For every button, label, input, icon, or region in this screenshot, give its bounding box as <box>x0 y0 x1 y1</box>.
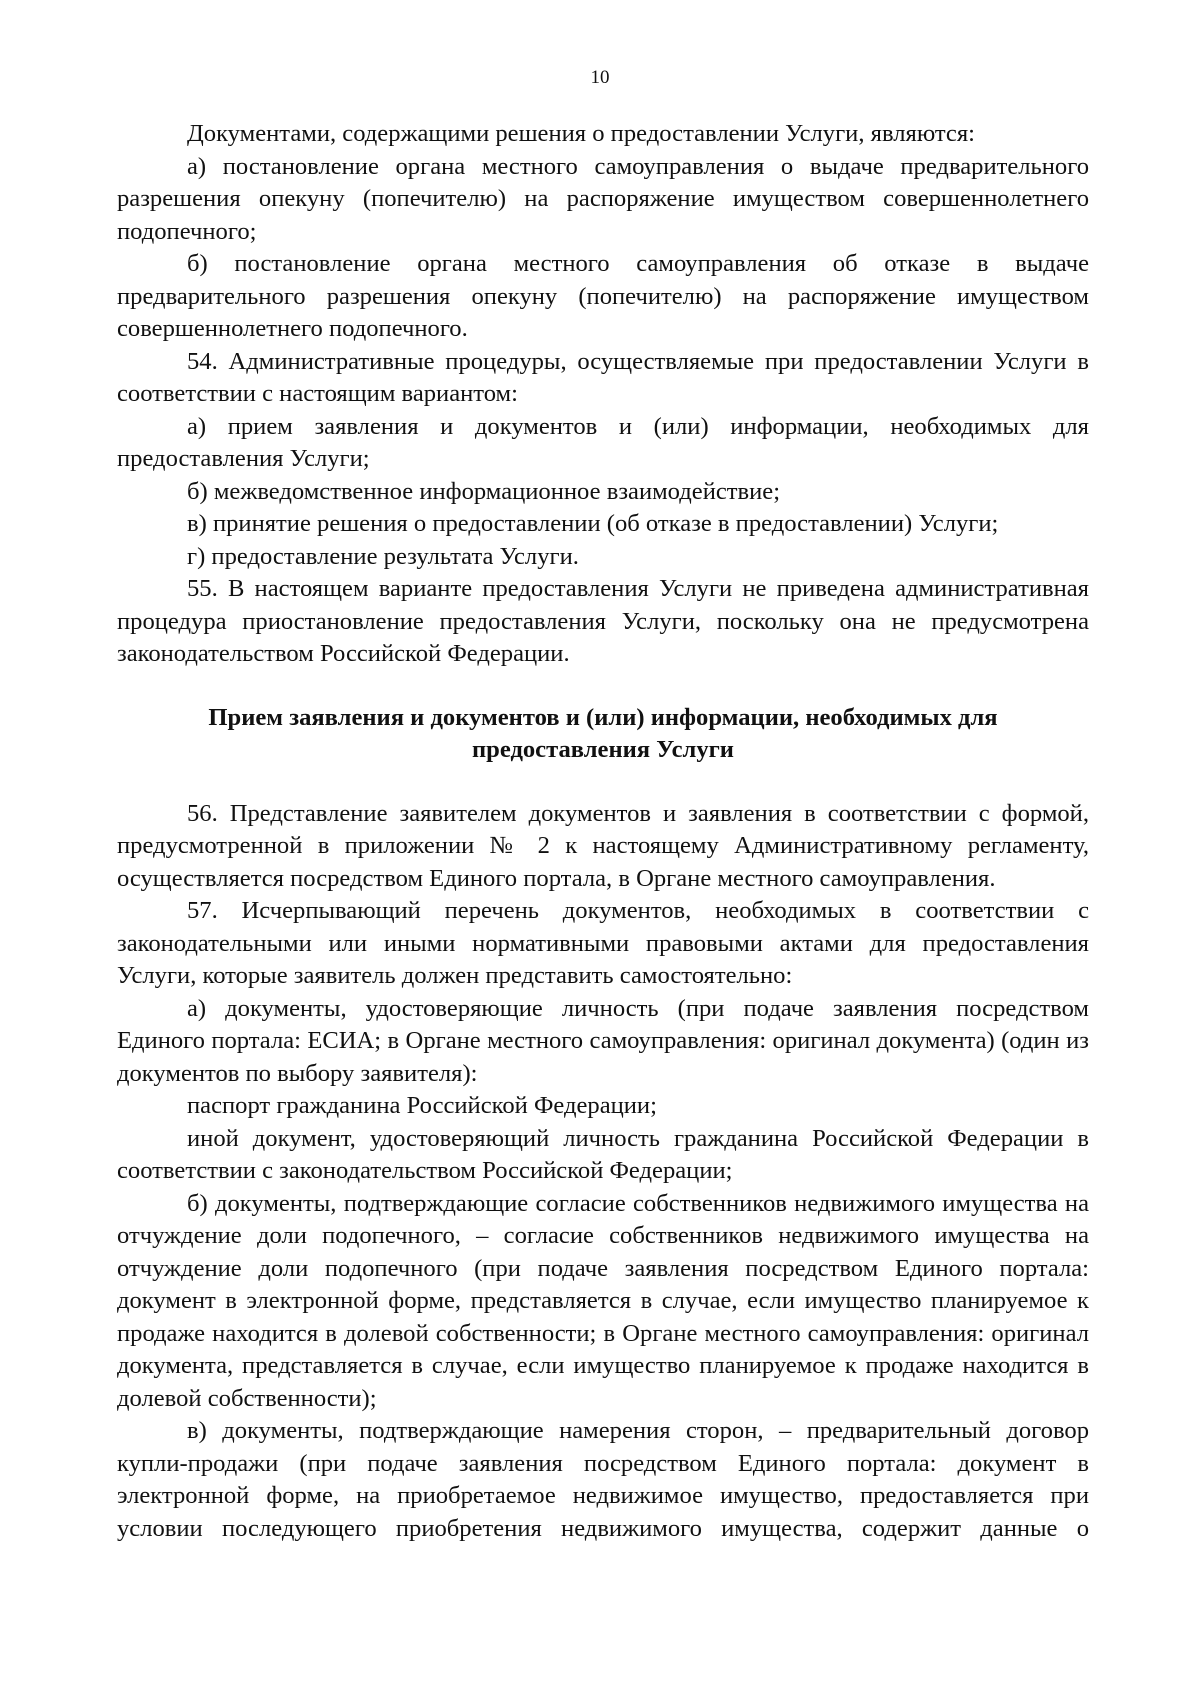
paragraph-54-b: б) межведомственное информационное взаимодействие; <box>187 477 781 505</box>
paragraph-57-v: в) документы, подтверждающие намерения сторон, – предварительный договор купли-продажи (при подаче заявления посредством Единого портала: документ в электронной форме, на приобретаемое недвижимое имущество, предоставляется при условии последующего приобретения недвижимого имущества, содержит данные о <box>117 1417 1089 1542</box>
paragraph-decision-a: а) постановление органа местного самоуправления о выдаче предварительного разрешения опекуну (попечителю) на распоряжение имуществом совершеннолетнего подопечного; <box>117 152 1089 245</box>
paragraph-54: 54. Административные процедуры, осуществляемые при предоставлении Услуги в соответствии с настоящим вариантом: <box>117 347 1089 407</box>
document-body <box>117 118 1089 1545</box>
paragraph-56: 56. Представление заявителем документов и заявления в соответствии с формой, предусмотренной в приложении № 2 к настоящему Административному регламенту, осуществляется посредством Единого портала, в Органе местного самоуправления. <box>117 799 1089 892</box>
section-heading <box>117 702 1089 767</box>
paragraph-54-a: а) прием заявления и документов и (или) информации, необходимых для предоставления Услуги; <box>117 412 1089 472</box>
paragraph-54-g: г) предоставление результата Услуги. <box>187 542 579 570</box>
paragraph-57-a-passport: паспорт гражданина Российской Федерации; <box>187 1092 657 1119</box>
paragraph-decisions-intro: Документами, содержащими решения о предоставлении Услуги, являются: <box>187 120 975 147</box>
paragraph-57-b: б) документы, подтверждающие согласие собственников недвижимого имущества на отчуждение доли подопечного, – согласие собственников недвижимого имущества на отчуждение доли подопечного (при подаче заявления посредством Единого портала: документ в электронной форме, представляется в случае, если имущество планируемое к продаже находится в долевой собственности; в Органе местного самоуправления: оригинал документа, представляется в случае, если имущество планируемое к продаже находится в долевой собственности); <box>117 1189 1089 1412</box>
paragraph-decision-b: б) постановление органа местного самоуправления об отказе в выдаче предварительного разрешения опекуну (попечителю) на распоряжение имуществом совершеннолетнего подопечного. <box>117 250 1089 342</box>
paragraph-55: 55. В настоящем варианте предоставления Услуги не приведена административная процедура приостановление предоставления Услуги, поскольку она не предусмотрена законодательством Российской Федерации. <box>117 575 1089 667</box>
paragraph-57: 57. Исчерпывающий перечень документов, необходимых в соответствии с законодательными или иными нормативными правовыми актами для предоставления Услуги, которые заявитель должен представить самостоятельно: <box>117 897 1089 989</box>
paragraph-54-v: в) принятие решения о предоставлении (об отказе в предоставлении) Услуги; <box>187 510 999 537</box>
paragraph-57-a-other-id: иной документ, удостоверяющий личность гражданина Российской Федерации в соответствии с законодательством Российской Федерации; <box>117 1124 1089 1184</box>
paragraph-57-a: а) документы, удостоверяющие личность (при подаче заявления посредством Единого портала: ЕСИА; в Органе местного самоуправления: оригинал документа) (один из документов по выбору заявителя): <box>117 994 1089 1087</box>
section-heading-line-2: предоставления Услуги <box>472 736 734 763</box>
section-heading-line-1: Прием заявления и документов и (или) информации, необходимых для <box>208 703 998 731</box>
page-number: 10 <box>590 67 610 88</box>
